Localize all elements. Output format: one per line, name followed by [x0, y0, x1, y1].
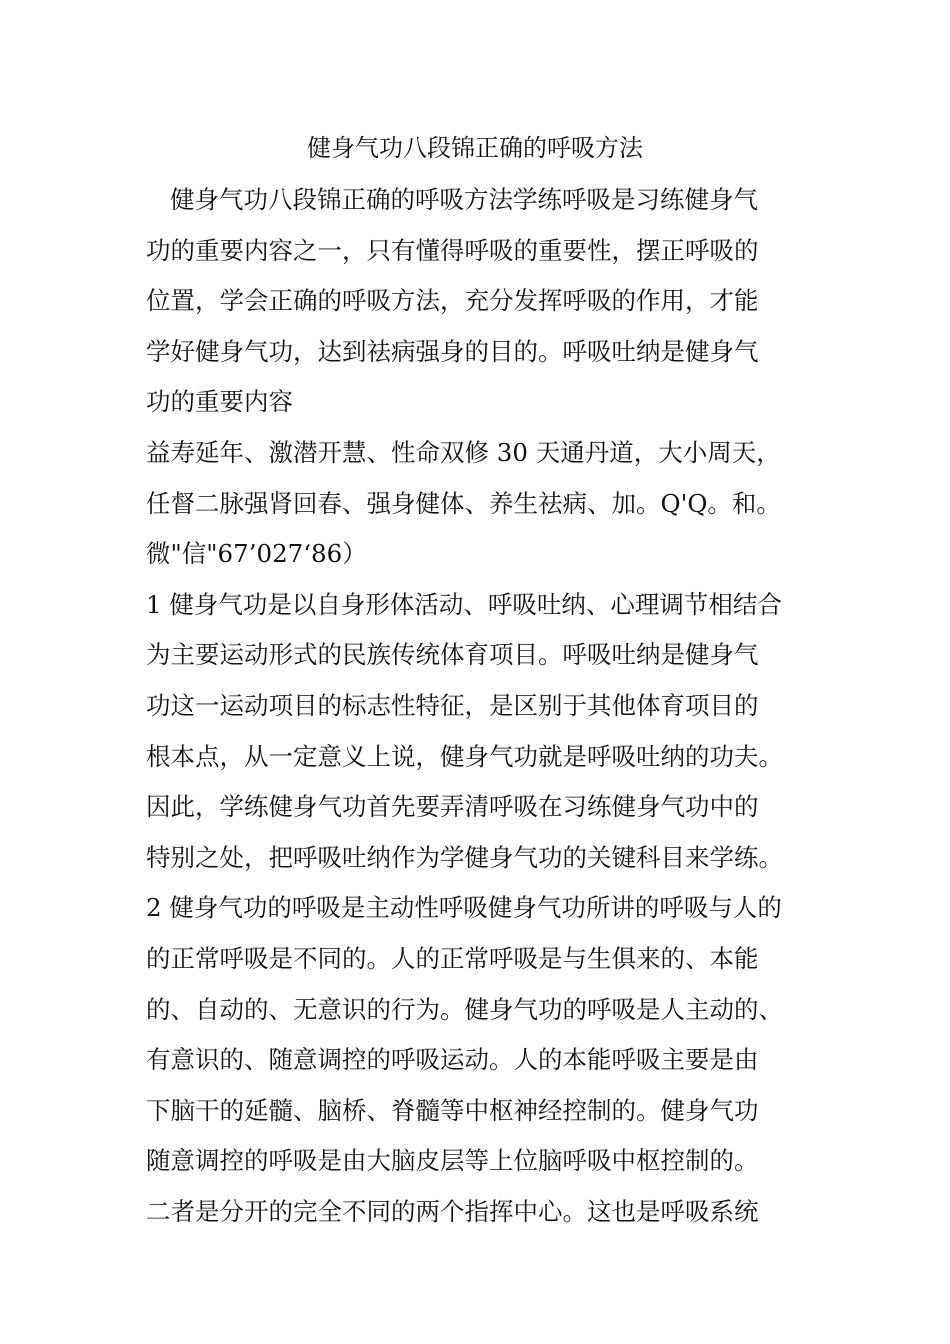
- body-line: 健身气功八段锦正确的呼吸方法学练呼吸是习练健身气: [170, 185, 758, 214]
- body-line: 二者是分开的完全不同的两个指挥中心。这也是呼吸系统: [146, 1196, 759, 1226]
- body-line: 为主要运动形式的民族传统体育项目。呼吸吐纳是健身气: [146, 640, 759, 670]
- body-line: 学好健身气功，达到祛病强身的目的。呼吸吐纳是健身气: [146, 336, 759, 366]
- body-line: 1 健身气功是以自身形体活动、呼吸吐纳、心理调节相结合: [146, 589, 782, 619]
- body-line: 有意识的、随意调控的呼吸运动。人的本能呼吸主要是由: [146, 1045, 759, 1075]
- body-line: 的、自动的、无意识的行为。健身气功的呼吸是人主动的、: [146, 994, 783, 1024]
- body-line: 微"信"67’027‘86）: [146, 539, 367, 569]
- body-line: 功的重要内容: [146, 387, 293, 417]
- body-line: 功的重要内容之一，只有懂得呼吸的重要性，摆正呼吸的: [146, 235, 759, 265]
- body-line: 根本点，从一定意义上说，健身气功就是呼吸吐纳的功夫。: [146, 741, 783, 771]
- body-line: 下脑干的延髓、脑桥、脊髓等中枢神经控制的。健身气功: [146, 1095, 759, 1125]
- body-line: 随意调控的呼吸是由大脑皮层等上位脑呼吸中枢控制的。: [146, 1146, 759, 1176]
- document-body: [146, 176, 826, 1238]
- body-line: 因此，学练健身气功首先要弄清呼吸在习练健身气功中的: [146, 792, 759, 822]
- body-line: 的正常呼吸是不同的。人的正常呼吸是与生俱来的、本能: [146, 943, 759, 973]
- body-line: 益寿延年、激潜开慧、性命双修 30 天通丹道，大小周天，: [146, 437, 781, 467]
- document-title: 健身气功八段锦正确的呼吸方法: [307, 134, 643, 162]
- body-line: 任督二脉强肾回春、强身健体、养生祛病、加。Q'Q。和。: [146, 488, 781, 518]
- body-line: 特别之处，把呼吸吐纳作为学健身气功的关键科目来学练。: [146, 842, 783, 872]
- body-line: 位置，学会正确的呼吸方法，充分发挥呼吸的作用，才能: [146, 286, 759, 316]
- body-line: 功这一运动项目的标志性特征，是区别于其他体育项目的: [146, 690, 759, 720]
- body-line: 2 健身气功的呼吸是主动性呼吸健身气功所讲的呼吸与人的: [146, 893, 782, 923]
